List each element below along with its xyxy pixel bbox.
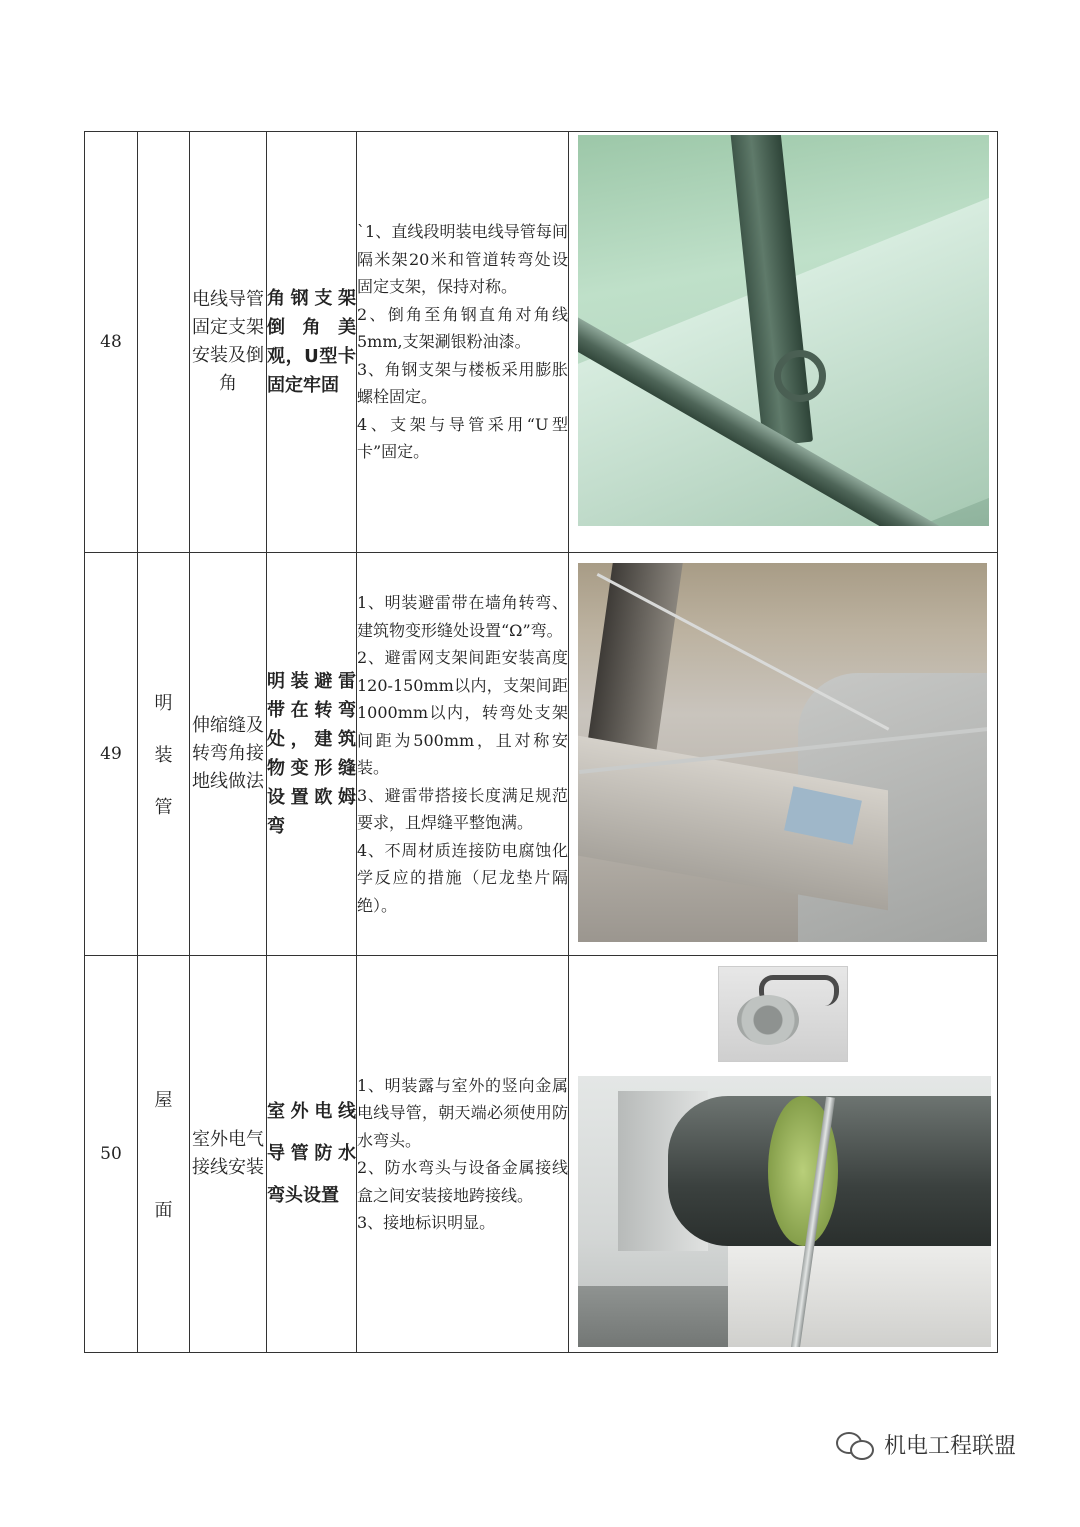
conduit-bracket-photo (578, 135, 989, 526)
wechat-icon (836, 1428, 876, 1460)
description-line: 4、不周材质连接防电腐蚀化学反应的措施（尼龙垫片隔绝）。 (357, 840, 568, 915)
category-cell (138, 553, 190, 956)
photo-cell (569, 132, 998, 553)
description-line: 1、明装露与室外的竖向金属电线导管，朝天端必须使用防水弯头。 (357, 1075, 568, 1150)
description-line: 3、避雷带搭接长度满足规范要求，且焊缝平整饱满。 (357, 785, 568, 832)
description-line: 2、防水弯头与设备金属接线盒之间安装接地跨接线。 (357, 1158, 568, 1205)
description-cell (357, 132, 569, 553)
watermark (836, 1424, 1016, 1464)
description-line: 4、支架与导管采用“U型卡”固定。 (357, 414, 568, 462)
row-number: 49 (85, 553, 138, 956)
description-line: `1、直线段明装电线导管每间隔米架20米和管道转弯处设固定支架，保持对称。 (357, 222, 568, 297)
watermark-text: 机电工程联盟 (884, 1433, 1017, 1459)
topic-cell: 电线导管固定支架安装及倒角 (190, 132, 267, 553)
category-char: 屋 (154, 1090, 173, 1111)
category-char: 装 (154, 745, 173, 766)
category-cell (138, 956, 190, 1353)
lightning-belt-photo (578, 563, 987, 942)
description-line: 3、接地标识明显。 (357, 1213, 496, 1232)
description-cell (357, 553, 569, 956)
description-cell (357, 956, 569, 1353)
spec-table (84, 131, 998, 1353)
photo-cell (569, 553, 998, 956)
outdoor-conduit-photo (578, 1076, 991, 1347)
description-line: 2、避雷网支架间距安装高度120-150mm以内，支架间距1000mm以内，转弯处支架间距为500mm，且对称安装。 (357, 648, 568, 777)
row-number: 50 (85, 956, 138, 1353)
row-number: 48 (85, 132, 138, 553)
category-char: 明 (154, 693, 173, 714)
description-line: 3、角钢支架与楼板采用膨胀螺栓固定。 (357, 359, 568, 407)
table-row (85, 956, 998, 1353)
photo-cell (569, 956, 998, 1353)
key-point-cell: 明装避雷带在转弯处，建筑物变形缝设置欧姆弯 (267, 553, 357, 956)
key-point-cell: 室外电线导管防水弯头设置 (267, 956, 357, 1353)
waterproof-elbow-photo (718, 966, 848, 1062)
topic-cell: 室外电气接线安装 (190, 956, 267, 1353)
category-char: 面 (154, 1200, 173, 1221)
table-row (85, 553, 998, 956)
key-point-cell: 角钢支架倒角美观，U型卡固定牢固 (267, 132, 357, 553)
description-line: 2、倒角至角钢直角对角线5mm,支架涮银粉油漆。 (357, 304, 568, 352)
topic-cell: 伸缩缝及转弯角接地线做法 (190, 553, 267, 956)
description-line: 1、明装避雷带在墙角转弯、建筑物变形缝处设置“Ω”弯。 (357, 593, 568, 640)
category-cell (138, 132, 190, 553)
category-char: 管 (154, 797, 173, 818)
table-row (85, 132, 998, 553)
